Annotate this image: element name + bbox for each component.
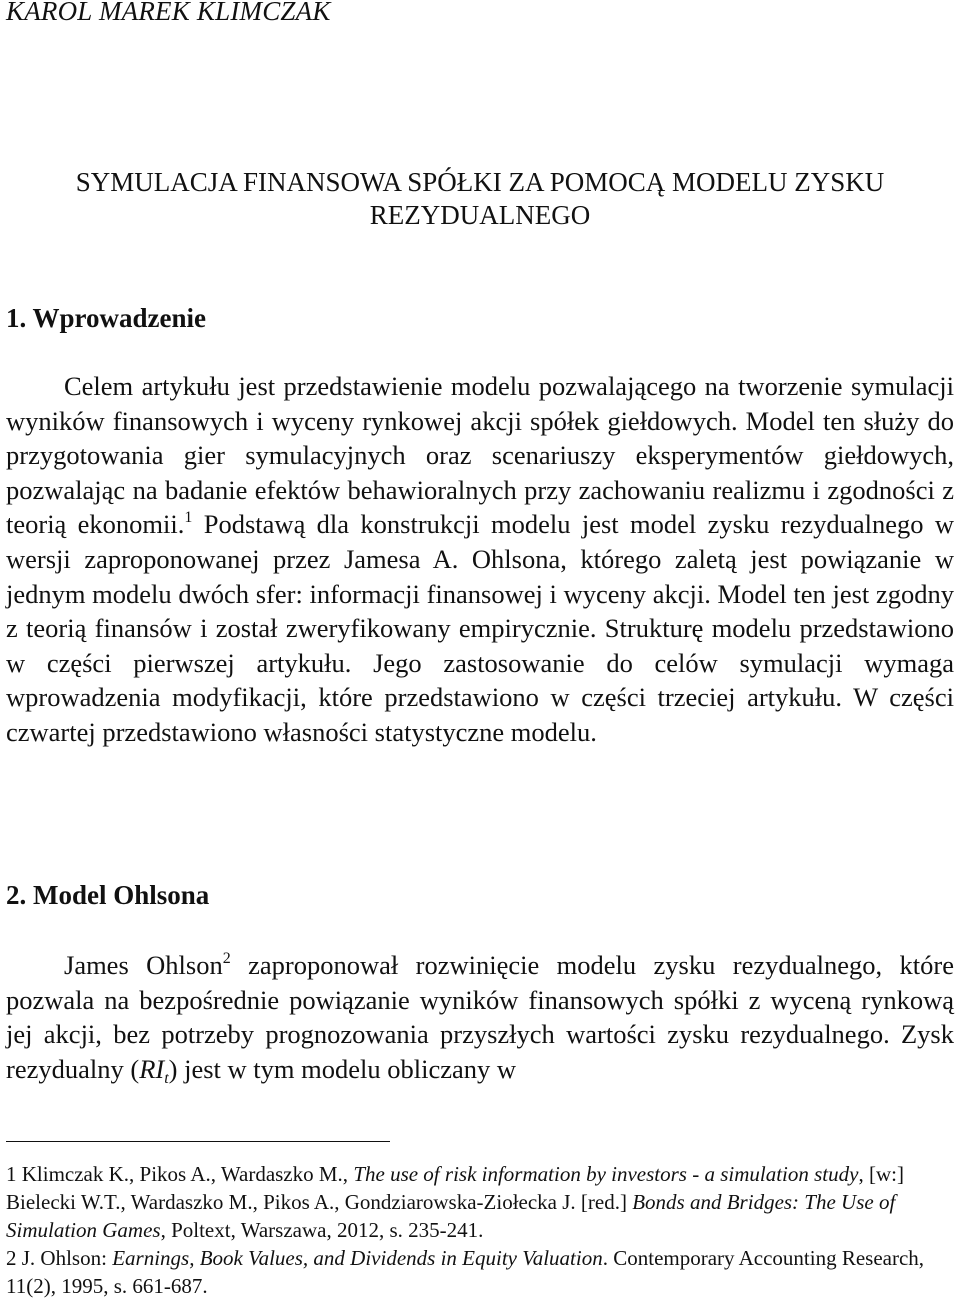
residual-income-subscript: t <box>164 1069 169 1087</box>
article-title-line-1: SYMULACJA FINANSOWA SPÓŁKI ZA POMOCĄ MODELU ZYSKU <box>75 167 885 197</box>
section-1-heading: 1. Wprowadzenie <box>6 303 207 333</box>
section-2-text-a: James Ohlson <box>64 950 223 980</box>
footnote-ref-1[interactable]: 1 <box>184 509 193 527</box>
footnote-1-authors: Klimczak K., Pikos A., Wardaszko M., <box>16 1162 354 1186</box>
section-2-paragraph <box>6 948 954 1086</box>
section-1-text-a: Celem artykułu jest przedstawienie modelu pozwalającego na tworzenie symulacji wyników finansowych i wyceny rynkowej akcji spółek giełdowych. Model ten służy do przygotowania gier symulacyjnych oraz scenariuszy eksperymentów giełdowych, pozwalając na badanie efektów behawioralnych przy zachowaniu realizmu i zgodności z teorią ekonomii. <box>6 371 954 540</box>
footnote-1-end: , Poltext, Warszawa, 2012, s. 235-241. <box>160 1218 484 1242</box>
residual-income-symbol <box>139 1053 169 1087</box>
article-title <box>0 166 960 232</box>
section-1-text-b: Podstawą dla konstrukcji modelu jest model zysku rezydualnego w wersji zaproponowanej przez Jamesa A. Ohlsona, którego zaletą jest powiązanie w jednym modelu dwóch sfer: informacji finansowej i wyceny akcji. Model ten jest zgodny z teorią finansów i został zweryfikowany empirycznie. Strukturę modelu przedstawiono w części pierwszej artykułu. Jego zastosowanie do celów symulacji wymaga wprowadzenia modyfikacji, które przedstawiono w części trzeciej artykułu. W części czwartej przedstawiono własności statystyczne modelu. <box>6 509 954 747</box>
article-title-line-2: REZYDUALNEGO <box>369 200 591 230</box>
footnote-1-title: The use of risk information by investors - a simulation study <box>353 1162 859 1186</box>
section-2-text-b: zaproponował rozwinięcie modelu zysku rezydualnego, które pozwala na bezpośrednie powiązanie wyników finansowych spółki z wyceną rynkową jej akcji, bez potrzeby prognozowania przyszłych wartości zysku rezydualnego. Zysk rezydualny ( <box>6 950 954 1084</box>
footnote-ref-2[interactable]: 2 <box>222 950 231 967</box>
footnote-1-middle: , [w:] Bielecki W.T., Wardaszko M., Pikos A., Gondziarowska-Ziołecka J. [red.] <box>6 1162 904 1214</box>
footnote-1 <box>6 1160 954 1244</box>
residual-income-symbol-text: RI <box>139 1053 165 1084</box>
footnote-2-title: Earnings, Book Values, and Dividends in Equity Valuation <box>112 1246 603 1270</box>
footnote-2 <box>6 1244 954 1300</box>
footnote-2-number: 2 <box>6 1246 17 1270</box>
section-2-heading: 2. Model Ohlsona <box>6 880 210 910</box>
author-name: KAROL MAREK KLIMCZAK <box>6 0 331 26</box>
footnote-1-book: Bonds and Bridges: The Use of Simulation Games <box>6 1190 896 1242</box>
footnote-1-number: 1 <box>6 1162 17 1186</box>
section-1-paragraph <box>6 369 954 750</box>
footnote-separator <box>6 1141 390 1142</box>
section-2-text-c: ) jest w tym modelu obliczany w <box>168 1053 517 1084</box>
footnote-2-end: . Contemporary Accounting Research, 11(2), 1995, s. 661-687. <box>6 1246 925 1298</box>
footnotes <box>6 1160 954 1300</box>
footnote-2-authors: J. Ohlson: <box>16 1246 113 1270</box>
